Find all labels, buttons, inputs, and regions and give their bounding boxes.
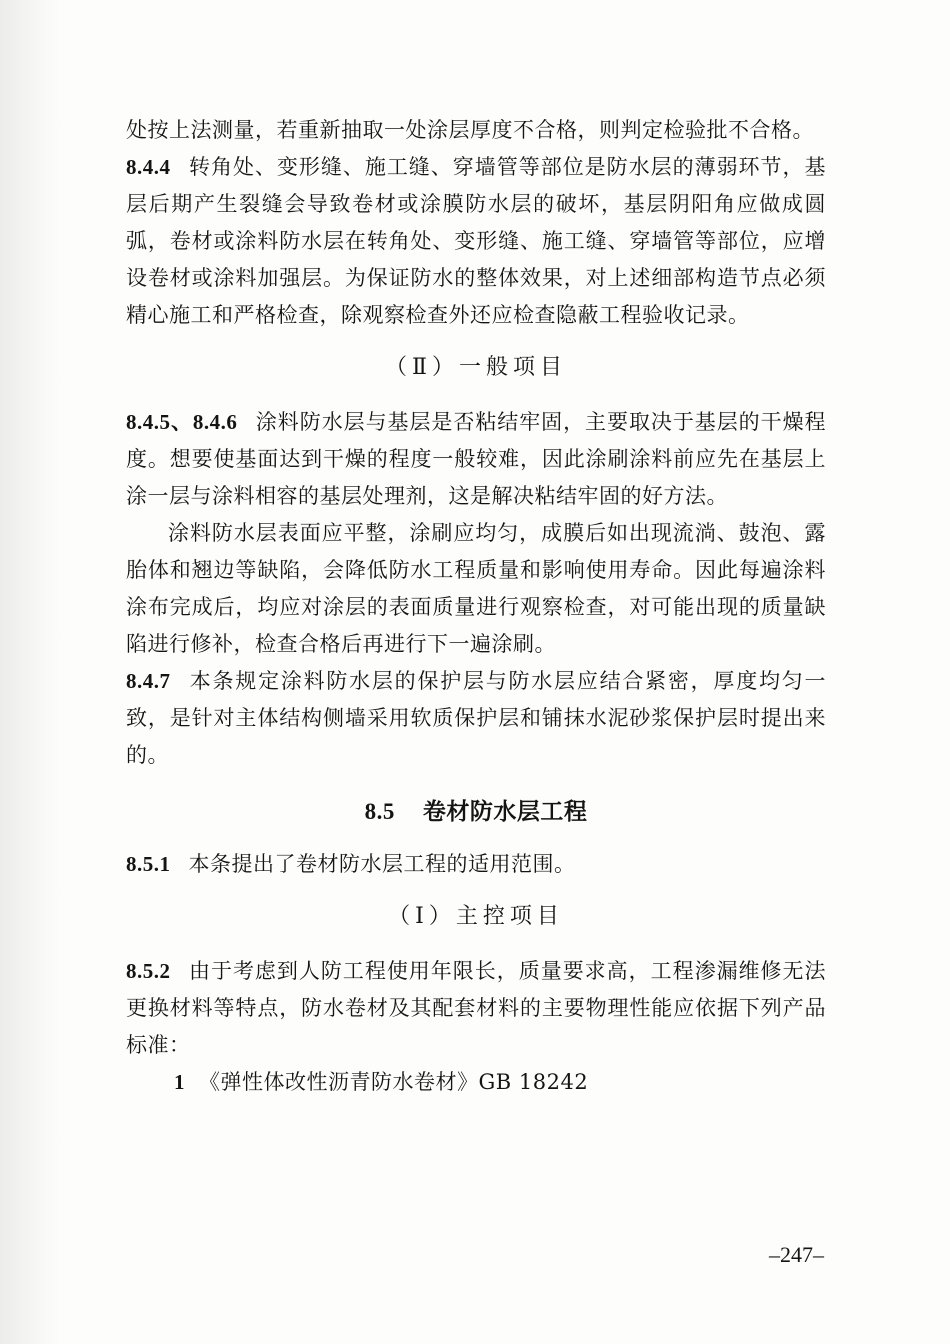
clause-8-5-1	[126, 846, 826, 883]
clause-8-4-5-6	[126, 404, 826, 515]
section-heading-8-5	[126, 792, 826, 832]
clause-number: 8.5.1	[126, 852, 171, 876]
clause-text: 本条规定涂料防水层的保护层与防水层应结合紧密，厚度均匀一致，是针对主体结构侧墙采用软质保护层和铺抹水泥砂浆保护层时提出来的。	[126, 669, 826, 767]
clause-number: 8.4.7	[126, 669, 171, 693]
paragraph-continued: 处按上法测量，若重新抽取一处涂层厚度不合格，则判定检验批不合格。	[126, 118, 814, 142]
list-number: 1	[174, 1070, 185, 1094]
list-text: 《弹性体改性沥青防水卷材》GB 18242	[199, 1070, 589, 1094]
page-content	[126, 112, 826, 1101]
section-title: 卷材防水层工程	[422, 798, 588, 825]
clause-number: 8.4.5、8.4.6	[126, 410, 238, 434]
clause-8-4-4	[126, 149, 826, 334]
clause-text: 本条提出了卷材防水层工程的适用范围。	[188, 852, 576, 876]
page-edge-shadow	[0, 0, 60, 1344]
clause-text: 涂料防水层与基层是否粘结牢固，主要取决于基层的干燥程度。想要使基面达到干燥的程度一般较难，因此涂刷涂料前应先在基层上涂一层与涂料相容的基层处理剂，这是解决粘结牢固的好方法。	[126, 410, 827, 508]
clause-8-5-2	[126, 953, 826, 1064]
clause-text: 由于考虑到人防工程使用年限长，质量要求高，工程渗漏维修无法更换材料等特点，防水卷材及其配套材料的主要物理性能应依据下列产品标准：	[126, 959, 826, 1057]
clause-number: 8.4.4	[126, 155, 171, 179]
clause-8-4-7	[126, 663, 826, 774]
clause-number: 8.5.2	[126, 959, 171, 983]
paragraph-coating-surface: 涂料防水层表面应平整，涂刷应均匀，成膜后如出现流淌、鼓泡、露胎体和翘边等缺陷，会降低防水工程质量和影响使用寿命。因此每遍涂料涂布完成后，均应对涂层的表面质量进行观察检查，对可能出现的质量缺陷进行修补，检查合格后再进行下一遍涂刷。	[126, 521, 826, 656]
subsection-heading-main: （Ⅰ）主控项目	[388, 904, 564, 929]
list-item-1	[126, 1064, 826, 1101]
page-number: –247–	[769, 1242, 824, 1267]
subsection-heading-general: （Ⅱ）一般项目	[385, 355, 567, 380]
clause-text: 转角处、变形缝、施工缝、穿墙管等部位是防水层的薄弱环节，基层后期产生裂缝会导致卷材或涂膜防水层的破坏，基层阴阳角应做成圆弧，卷材或涂料防水层在转角处、变形缝、施工缝、穿墙管等部位，应增设卷材或涂料加强层。为保证防水的整体效果，对上述细部构造节点必须精心施工和严格检查，除观察检查外还应检查隐蔽工程验收记录。	[126, 155, 826, 327]
section-number: 8.5	[364, 799, 395, 824]
